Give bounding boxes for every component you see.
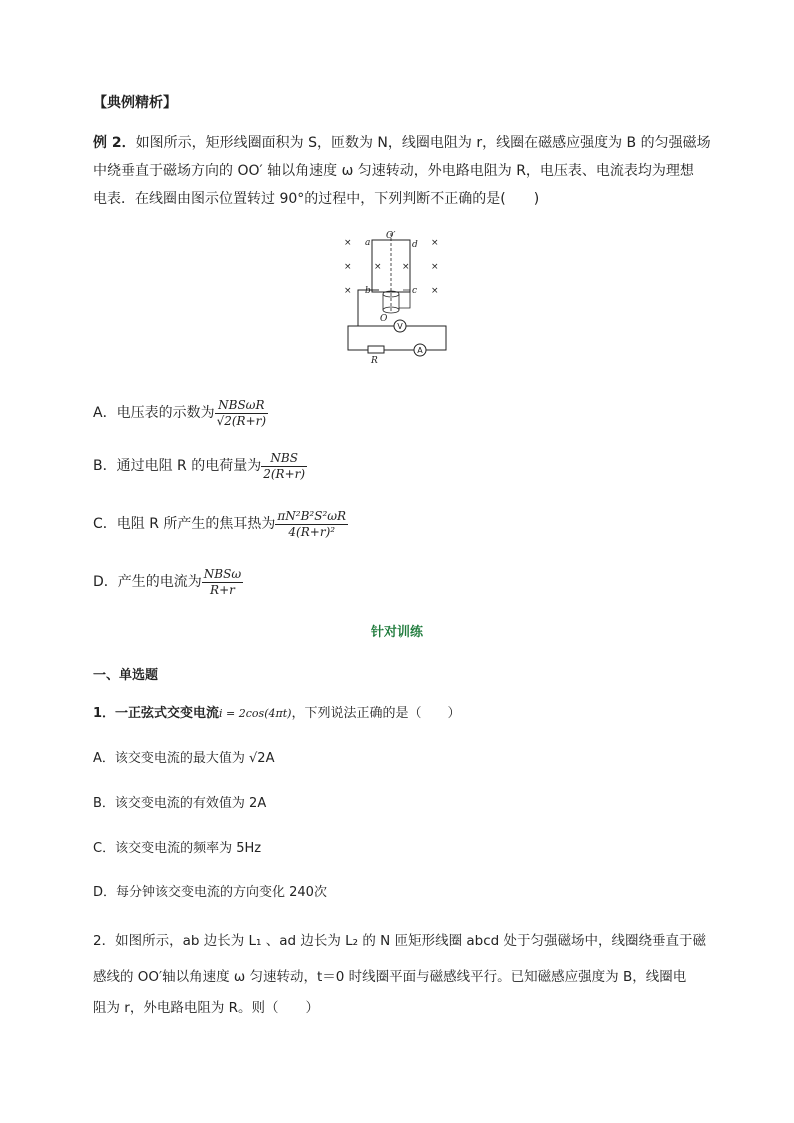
example-line-1 xyxy=(93,133,711,153)
coil-circuit-figure xyxy=(338,228,456,368)
voltmeter-label: V xyxy=(397,322,403,331)
label-c: c xyxy=(412,286,418,296)
field-cross: × xyxy=(344,286,352,296)
label-b: b xyxy=(365,286,371,296)
q1-option-a: A．该交变电流的最大值为 √2A xyxy=(93,751,275,766)
option-c xyxy=(93,507,348,541)
resistor-R xyxy=(368,346,384,353)
option-a-fraction: $\frac{\text{NBSωR}}{√2(R+r)}$ xyxy=(216,397,267,428)
q2-line-1: 2．如图所示，ab 边长为 L₁ 、ad 边长为 L₂ 的 N 匝矩形线圈 abcd 处于匀强磁场中，线圈绕垂直于磁 xyxy=(93,933,706,949)
example-line-3: 电表．在线圈由图示位置转过 90°的过程中，下列判断不正确的是( ) xyxy=(93,191,540,207)
q1-option-c: C．该交变电流的频率为 5Hz xyxy=(93,841,262,856)
label-a: a xyxy=(365,238,371,248)
field-cross: × xyxy=(402,262,410,272)
q1-stem xyxy=(93,704,460,724)
example-text-1: 如图所示，矩形线圈面积为 S，匝数为 N，线圈电阻为 r，线圈在磁感应强度为 B 的匀强磁场 xyxy=(135,135,711,151)
field-cross: × xyxy=(431,286,439,296)
q2-line-2: 感线的 OO′轴以角速度 ω 匀速转动，t＝0 时线圈平面与磁感线平行。已知磁感应强度为 B，线圈电 xyxy=(93,969,687,985)
option-b xyxy=(93,449,307,483)
label-d: d xyxy=(412,240,418,250)
option-d xyxy=(93,565,243,599)
field-cross: × xyxy=(344,262,352,272)
field-cross: × xyxy=(431,238,439,248)
example-line-2: 中绕垂直于磁场方向的 OO′ 轴以角速度 ω 匀速转动，外电路电阻为 R，电压表、电流表均为理想 xyxy=(93,163,694,179)
field-cross: × xyxy=(344,238,352,248)
section-heading: 【典例精析】 xyxy=(93,95,177,111)
option-b-text: B．通过电阻 R 的电荷量为 xyxy=(93,458,262,474)
example-label: 例 2． xyxy=(93,135,136,151)
option-c-text: C．电阻 R 所产生的焦耳热为 xyxy=(93,516,276,532)
option-d-fraction: $\frac{\text{NBSω}}{R+r}$ xyxy=(203,566,242,597)
q1-formula: i = 2cos(4πt) xyxy=(219,707,292,720)
wire-left xyxy=(348,290,379,350)
option-a-text: A．电压表的示数为 xyxy=(93,405,215,421)
q2-line-3: 阻为 r，外电路电阻为 R。则（ ） xyxy=(93,1000,320,1016)
section-title: 针对训练 xyxy=(370,625,423,640)
ammeter-label: A xyxy=(417,346,423,355)
q1-option-d: D．每分钟该交变电流的方向变化 240次 xyxy=(93,885,327,900)
option-a xyxy=(93,396,268,430)
part-title: 一、单选题 xyxy=(93,668,159,683)
q1-option-b: B．该交变电流的有效值为 2A xyxy=(93,796,267,811)
label-R: R xyxy=(371,356,378,366)
option-b-fraction: $\frac{\text{NBS}}{2(R+r)}$ xyxy=(263,450,306,481)
option-d-text: D．产生的电流为 xyxy=(93,574,202,590)
field-cross: × xyxy=(431,262,439,272)
wire-right xyxy=(406,326,446,350)
label-O: O xyxy=(380,314,388,324)
q1-stem-suffix: ，下列说法正确的是（ ） xyxy=(291,706,461,721)
field-cross: × xyxy=(374,262,382,272)
q1-stem-prefix: 1．一正弦式交变电流 xyxy=(93,706,220,721)
label-O-prime: O′ xyxy=(386,231,396,241)
option-c-fraction: $\frac{\text{πN²B²S²ωR}}{\text{4(R+r)²}}$ xyxy=(277,508,347,539)
